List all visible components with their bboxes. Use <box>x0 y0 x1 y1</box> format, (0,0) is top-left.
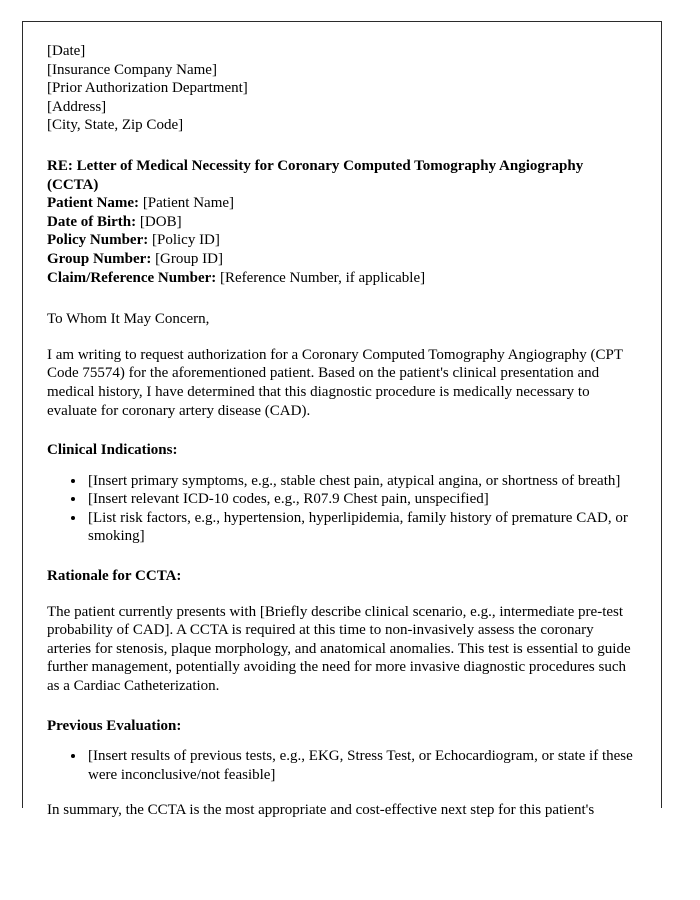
list-item: • [Insert relevant ICD-10 codes, e.g., R07.9 Chest pain, unspecified] <box>86 490 647 509</box>
date-of-birth-row <box>47 213 647 232</box>
subject-and-patient-block <box>47 157 647 287</box>
clinical-indications-list <box>47 472 647 546</box>
patient-name-row <box>47 194 647 213</box>
claim-reference-number-label: Claim/Reference Number: <box>47 269 217 286</box>
rationale-heading: Rationale for CCTA: <box>47 568 182 585</box>
patient-name-label: Patient Name: <box>47 195 140 212</box>
recipient-address-block <box>47 42 647 135</box>
recipient-line-date: [Date] <box>47 43 86 59</box>
list-item: • [List risk factors, e.g., hypertension, hyperlipidemia, family history of premature CAD, or smoking] <box>86 509 647 546</box>
salutation: To Whom It May Concern, <box>47 311 210 328</box>
list-item: • [Insert results of previous tests, e.g., EKG, Stress Test, or Echocardiogram, or state if these were inconclusive/not feasible] <box>86 747 647 784</box>
intro-paragraph: I am writing to request authorization for a Coronary Computed Tomography Angiography (CPT Code 75574) for the aforementioned patient. Based on the patient's clinical presentation and medical history, I have determined that this diagnostic procedure is medically necessary to evaluate for coronary artery disease (CAD). <box>47 346 623 419</box>
document-body <box>23 22 661 820</box>
recipient-line-address: [Address] <box>47 98 107 115</box>
document-page <box>22 21 662 819</box>
policy-number-label: Policy Number: <box>47 232 149 249</box>
patient-name-value: [Patient Name] <box>142 195 235 212</box>
recipient-line-company: [Insurance Company Name] <box>47 61 217 78</box>
date-of-birth-label: Date of Birth: <box>47 213 137 230</box>
previous-evaluation-heading: Previous Evaluation: <box>47 717 182 734</box>
claim-reference-number-value: [Reference Number, if applicable] <box>220 269 426 286</box>
group-number-value: [Group ID] <box>155 250 223 267</box>
list-item: • [Insert primary symptoms, e.g., stable chest pain, atypical angina, or shortness of breath] <box>86 472 647 491</box>
previous-evaluation-list <box>47 747 647 784</box>
summary-paragraph: In summary, the CCTA is the most appropriate and cost-effective next step for this patient's <box>47 802 595 819</box>
re-subject-line: RE: Letter of Medical Necessity for Coronary Computed Tomography Angiography (CCTA) <box>47 157 584 193</box>
policy-number-value: [Policy ID] <box>151 232 220 249</box>
group-number-row <box>47 250 647 269</box>
recipient-line-department: [Prior Authorization Department] <box>47 80 248 97</box>
policy-number-row <box>47 231 647 250</box>
date-of-birth-value: [DOB] <box>139 213 182 230</box>
recipient-line-city-state-zip: [City, State, Zip Code] <box>47 117 184 134</box>
clinical-indications-heading: Clinical Indications: <box>47 442 178 459</box>
group-number-label: Group Number: <box>47 250 152 267</box>
rationale-paragraph: The patient currently presents with [Briefly describe clinical scenario, e.g., intermediate pre-test probability of CAD]. A CCTA is required at this time to non-invasively assess the coronary arteries for stenosis, plaque morphology, and anatomical anomalies. This test is essential to guide further management, potentially avoiding the need for more invasive diagnostic procedures such as a Cardiac Catheterization. <box>47 603 631 695</box>
claim-reference-number-row <box>47 269 647 288</box>
